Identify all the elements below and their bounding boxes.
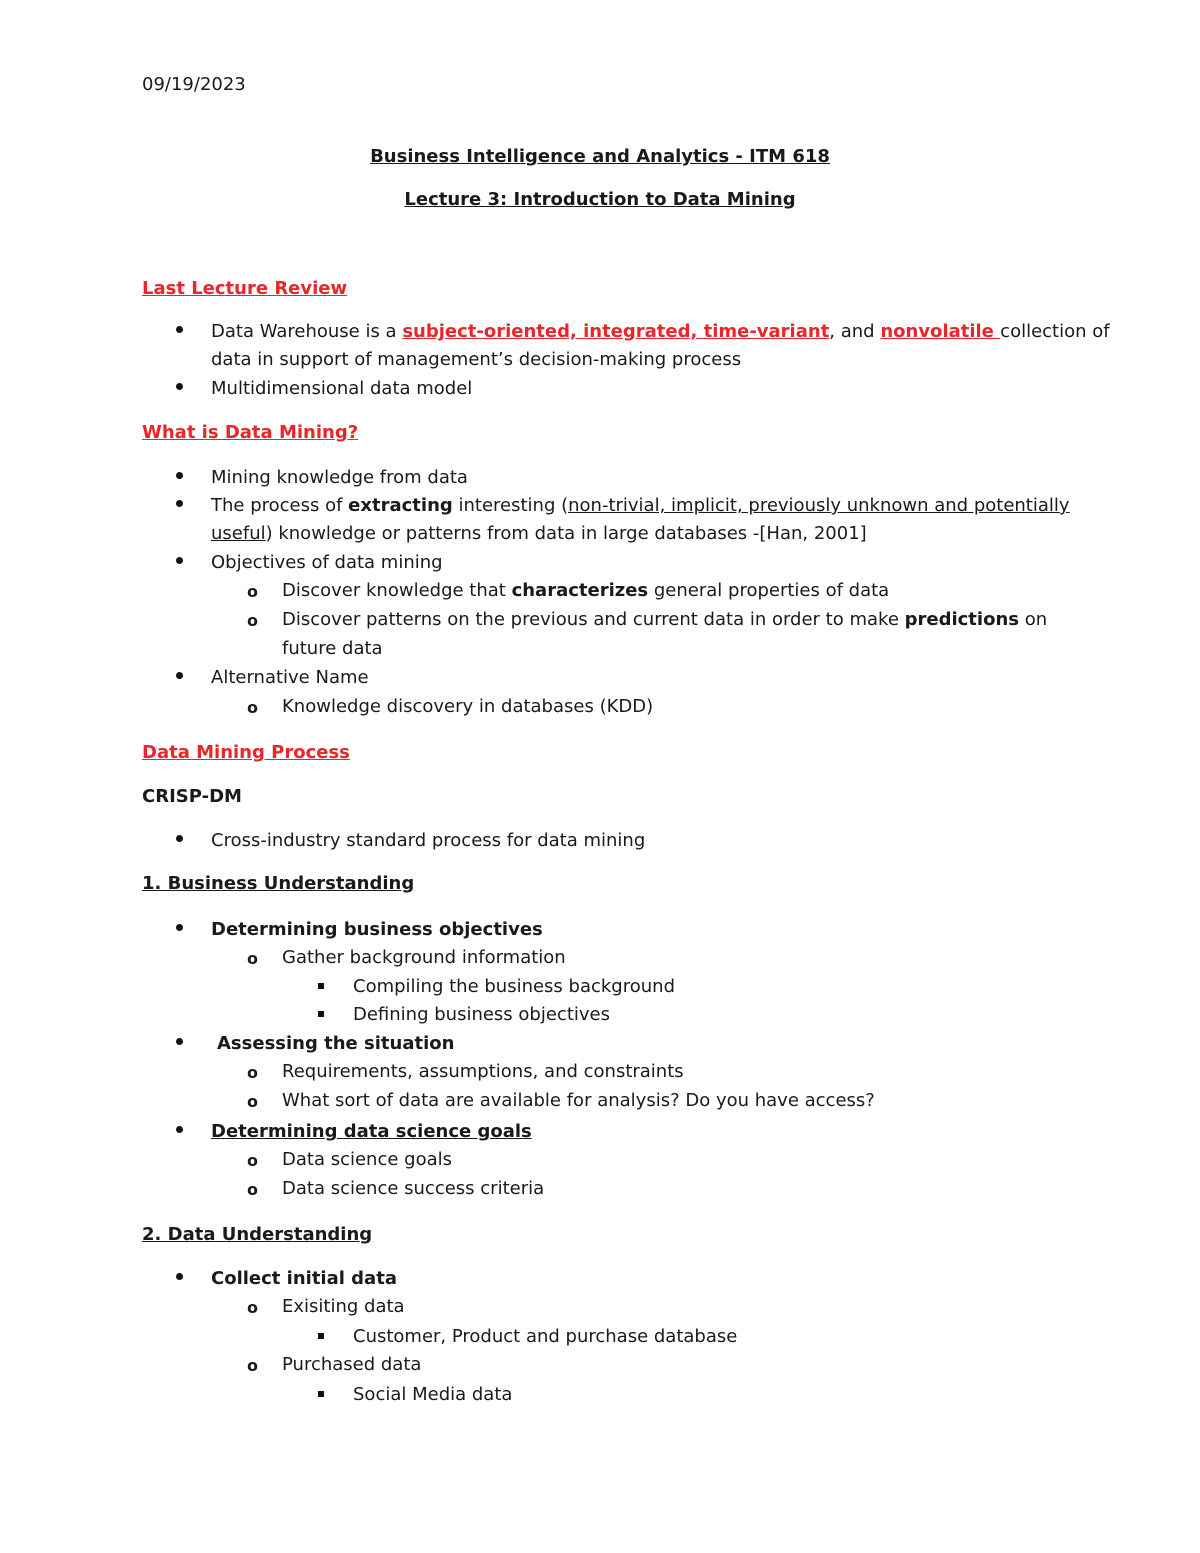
heading-business-understanding: 1. Business Understanding <box>142 873 415 894</box>
bullet-dot <box>176 924 183 931</box>
bullet-dot <box>176 835 183 842</box>
bullet-process-extracting-line2 <box>211 523 867 545</box>
bullet-determining-objectives: Determining business objectives <box>211 919 543 940</box>
sub-sub-bullet-defining: Defining business objectives <box>353 1004 610 1025</box>
bullet-o-marker: o <box>247 1151 258 1170</box>
bullet-data-warehouse <box>211 321 1110 343</box>
sub-bullet-characterizes <box>282 580 889 602</box>
bullet-o-marker: o <box>247 1298 258 1317</box>
text: interesting ( <box>452 495 569 516</box>
text: ) knowledge or patterns from data in large databases -[Han, 2001] <box>265 523 867 544</box>
underlined-text: non-trivial, implicit, previously unknown and potentially <box>568 495 1070 516</box>
sub-sub-bullet-social-media: Social Media data <box>353 1384 513 1405</box>
heading-what-is-data-mining: What is Data Mining? <box>142 422 359 443</box>
highlight-subject-oriented: subject-oriented, integrated, time-variant <box>402 321 830 342</box>
bold-extracting: extracting <box>348 495 453 516</box>
bullet-o-marker: o <box>247 1092 258 1111</box>
bullet-o-marker: o <box>247 611 258 630</box>
text: Discover knowledge that <box>282 580 512 601</box>
bullet-multidimensional: Multidimensional data model <box>211 378 473 399</box>
bullet-dot <box>176 472 183 479</box>
text: on <box>1018 609 1048 630</box>
sub-bullet-data-available: What sort of data are available for analysis? Do you have access? <box>282 1090 875 1111</box>
heading-last-lecture-review: Last Lecture Review <box>142 278 348 299</box>
heading-data-mining-process: Data Mining Process <box>142 742 350 763</box>
bullet-dot <box>176 672 183 679</box>
bullet-dot <box>176 1038 183 1045</box>
sub-bullet-predictions-line2: future data <box>282 638 383 659</box>
bullet-dot <box>176 557 183 564</box>
highlight-nonvolatile: nonvolatile <box>880 321 1001 342</box>
bullet-dot <box>176 1126 183 1133</box>
bullet-square <box>318 1011 324 1017</box>
text: collection of <box>1000 321 1110 342</box>
sub-bullet-predictions <box>282 609 1047 631</box>
text: The process of <box>211 495 349 516</box>
crisp-dm-label: CRISP-DM <box>142 786 242 807</box>
text: general properties of data <box>648 580 890 601</box>
bullet-data-science-goals: Determining data science goals <box>211 1121 532 1142</box>
heading-data-understanding: 2. Data Understanding <box>142 1224 373 1245</box>
sub-sub-bullet-customer-db: Customer, Product and purchase database <box>353 1326 738 1347</box>
bullet-assessing-situation: Assessing the situation <box>217 1033 455 1054</box>
bullet-square <box>318 983 324 989</box>
text: Discover patterns on the previous and current data in order to make <box>282 609 905 630</box>
bullet-cross-industry: Cross-industry standard process for data mining <box>211 830 646 851</box>
sub-bullet-requirements: Requirements, assumptions, and constraints <box>282 1061 684 1082</box>
underlined-useful: useful <box>211 523 266 544</box>
bullet-dot <box>176 500 183 507</box>
bullet-dot <box>176 1273 183 1280</box>
bullet-dot <box>176 326 183 333</box>
bullet-o-marker: o <box>247 1356 258 1375</box>
bullet-mining-knowledge: Mining knowledge from data <box>211 467 468 488</box>
bullet-dot <box>176 383 183 390</box>
bullet-data-warehouse-line2: data in support of management’s decision-making process <box>211 349 742 370</box>
bullet-o-marker: o <box>247 1063 258 1082</box>
bullet-o-marker: o <box>247 1180 258 1199</box>
sub-bullet-purchased-data: Purchased data <box>282 1354 422 1375</box>
sub-bullet-goals: Data science goals <box>282 1149 452 1170</box>
bullet-square <box>318 1391 324 1397</box>
bullet-process-extracting <box>211 495 1070 517</box>
sub-bullet-success-criteria: Data science success criteria <box>282 1178 545 1199</box>
sub-bullet-existing-data: Exisiting data <box>282 1296 405 1317</box>
bold-characterizes: characterizes <box>511 580 649 601</box>
text: , and <box>829 321 881 342</box>
document-date: 09/19/2023 <box>142 74 246 95</box>
text: Data Warehouse is a <box>211 321 403 342</box>
lecture-title: Lecture 3: Introduction to Data Mining <box>404 189 796 210</box>
sub-sub-bullet-compiling: Compiling the business background <box>353 976 675 997</box>
bullet-square <box>318 1333 324 1339</box>
bullet-o-marker: o <box>247 698 258 717</box>
sub-bullet-kdd: Knowledge discovery in databases (KDD) <box>282 696 654 717</box>
course-title: Business Intelligence and Analytics - ITM 618 <box>370 146 830 167</box>
bold-predictions: predictions <box>904 609 1019 630</box>
bullet-objectives: Objectives of data mining <box>211 552 443 573</box>
bullet-o-marker: o <box>247 582 258 601</box>
bullet-alternative-name: Alternative Name <box>211 667 369 688</box>
sub-bullet-gather-background: Gather background information <box>282 947 566 968</box>
bullet-collect-initial-data: Collect initial data <box>211 1268 397 1289</box>
bullet-o-marker: o <box>247 949 258 968</box>
